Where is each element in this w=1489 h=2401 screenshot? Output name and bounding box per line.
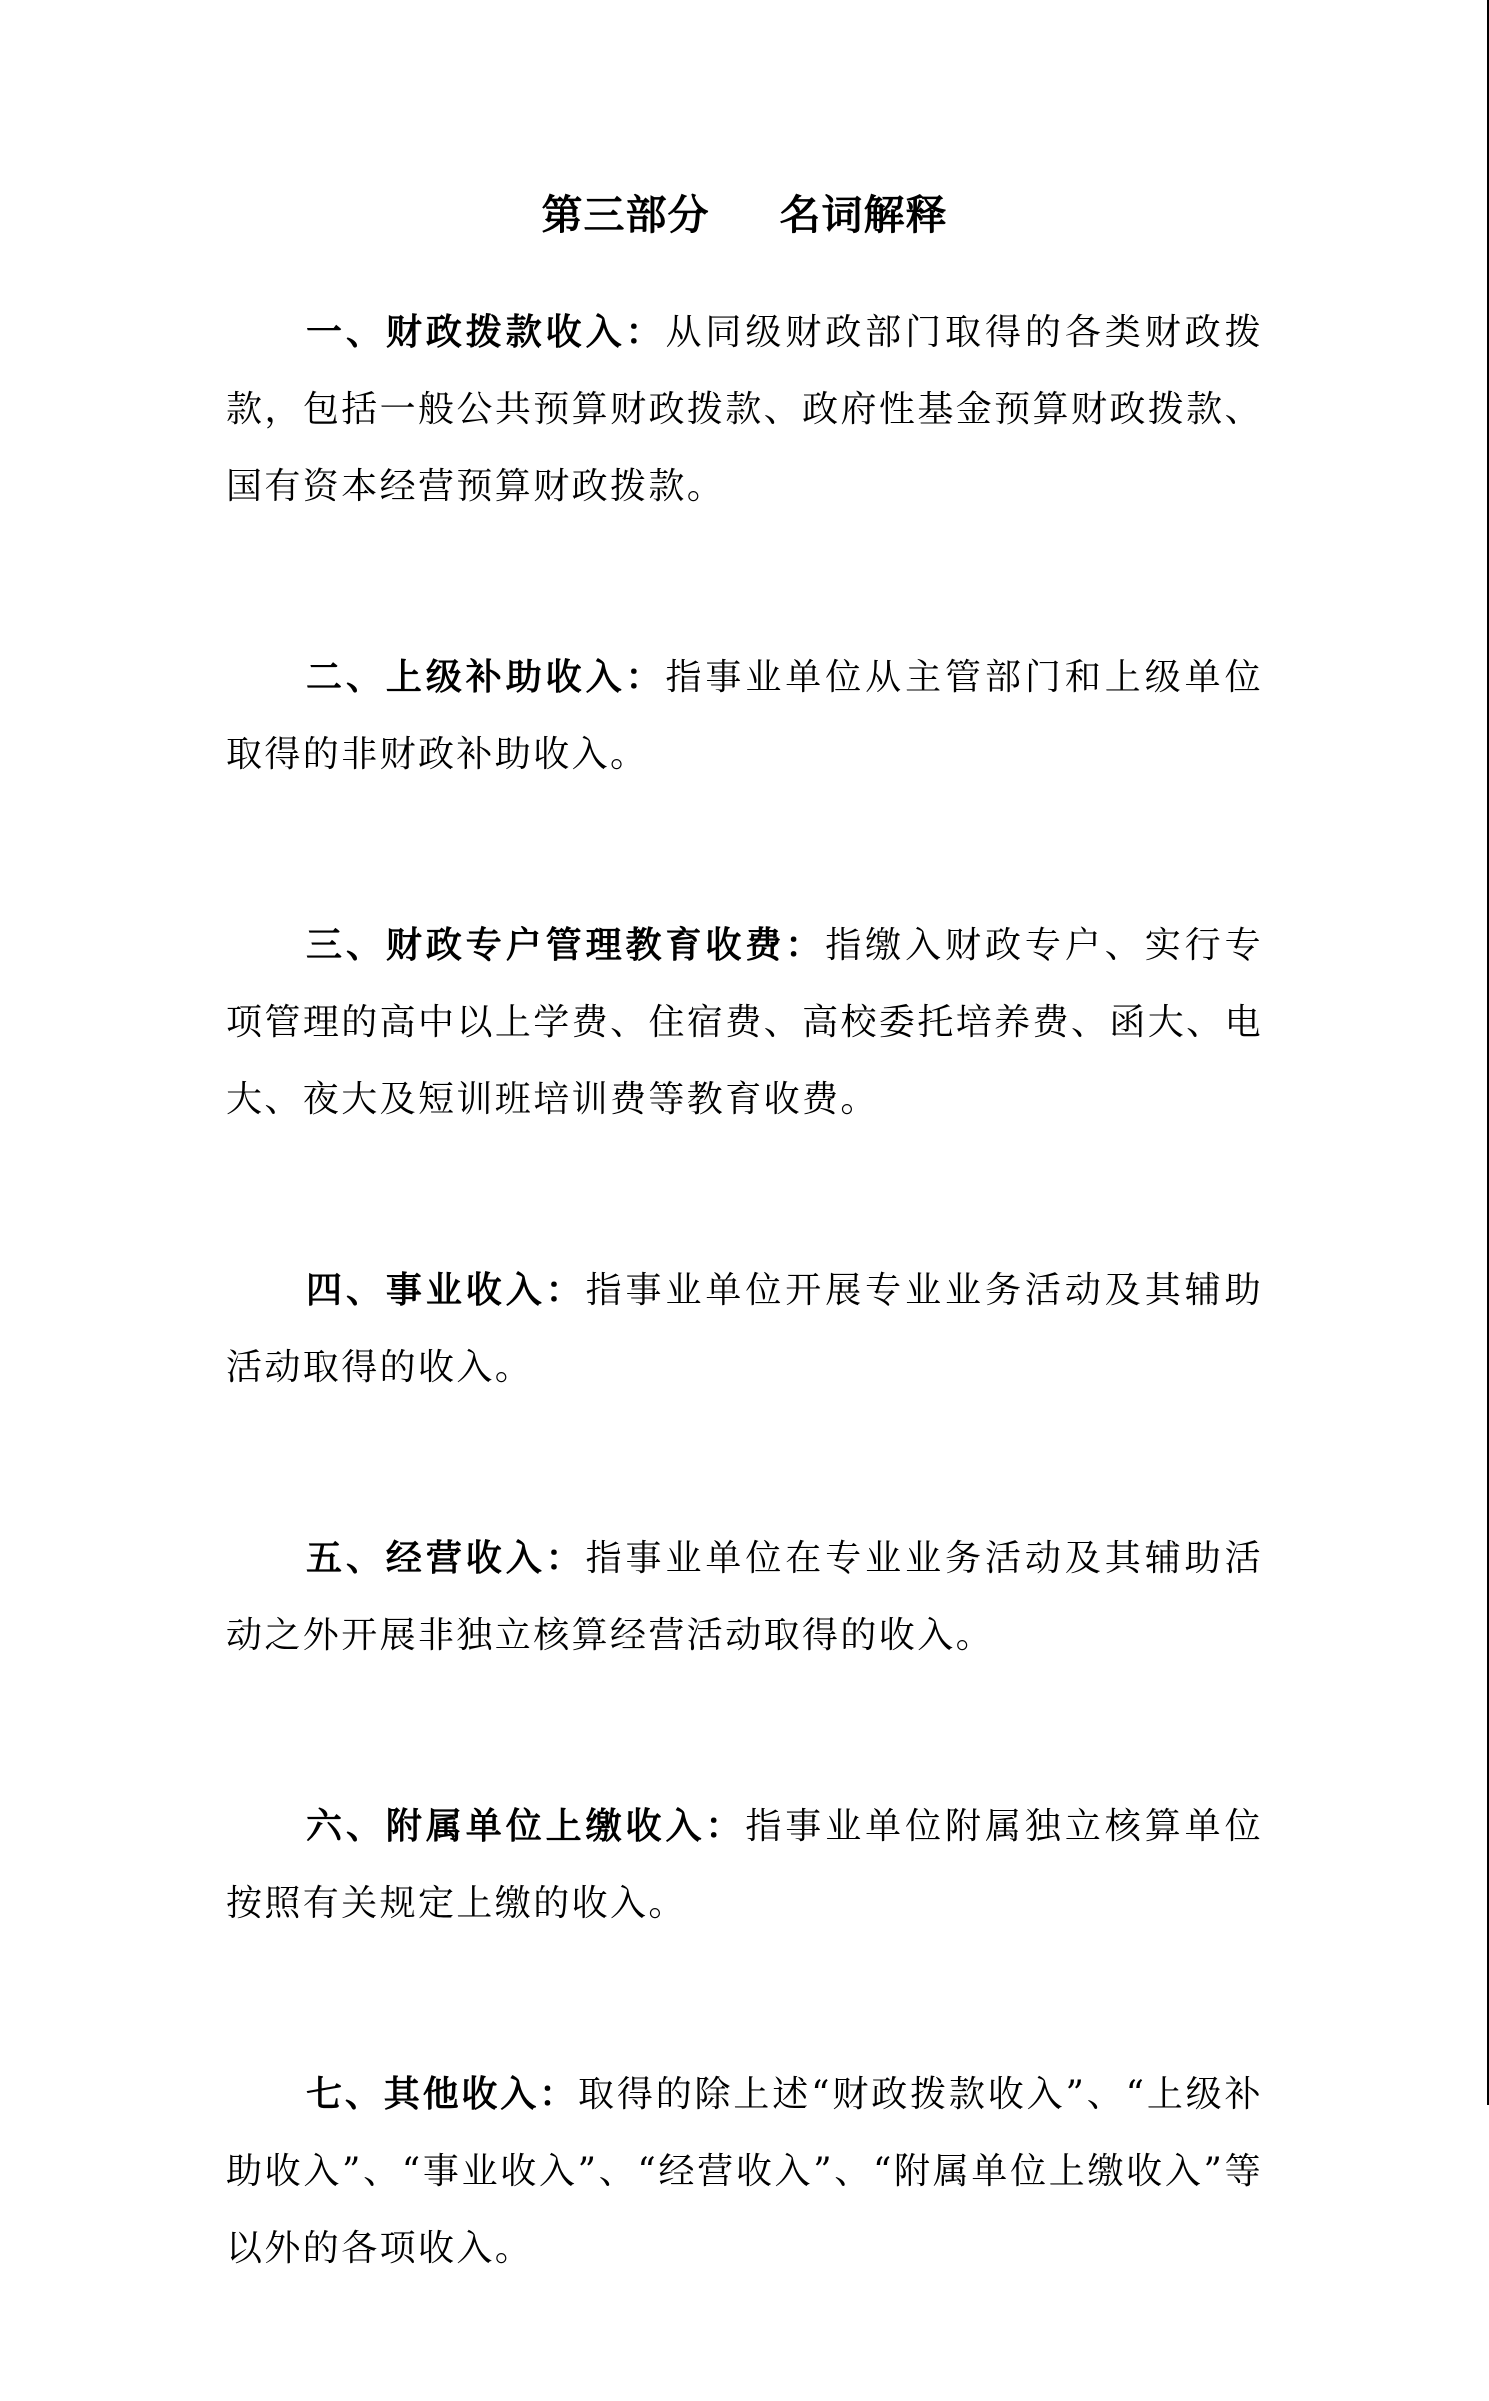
definition-text: 指事业单位开展专业业务活动及其辅助活动取得的收入。	[226, 1270, 1263, 1388]
definition-education-fees	[226, 907, 1263, 1138]
definition-term: 四、事业收入：	[306, 1269, 586, 1311]
page-title-part: 第三部分	[541, 191, 710, 239]
definition-term: 七、其他收入：	[306, 2073, 578, 2115]
page-title	[0, 178, 1489, 252]
definition-text: 指事业单位附属独立核算单位按照有关规定上缴的收入。	[226, 1806, 1263, 1924]
definition-text: 指事业单位在专业业务活动及其辅助活动之外开展非独立核算经营活动取得的收入。	[226, 1538, 1263, 1656]
definition-text: 指缴入财政专户、实行专项管理的高中以上学费、住宿费、高校委托培养费、函大、电大、夜大及短训班培训费等教育收费。	[226, 925, 1264, 1120]
definition-text: 指事业单位从主管部门和上级单位取得的非财政补助收入。	[226, 657, 1263, 775]
definition-other-income	[226, 2056, 1263, 2287]
page-title-heading: 名词解释	[779, 191, 948, 239]
definition-term: 一、财政拨款收入：	[306, 311, 666, 353]
definition-text: 从同级财政部门取得的各类财政拨款，包括一般公共预算财政拨款、政府性基金预算财政拨款、国有资本经营预算财政拨款。	[226, 312, 1263, 507]
definition-superior-subsidy	[226, 639, 1263, 793]
definitions-list	[226, 294, 1263, 2401]
definition-affiliated-unit-income	[226, 1788, 1263, 1942]
definition-text: 取得的除上述“财政拨款收入”、“上级补助收入”、“事业收入”、“经营收入”、“附属单位上缴收入”等以外的各项收入。	[226, 2074, 1263, 2269]
definition-term: 二、上级补助收入：	[306, 656, 666, 698]
definition-operating-income	[226, 1520, 1263, 1674]
definition-term: 三、财政专户管理教育收费：	[306, 924, 826, 966]
definition-business-income	[226, 1252, 1263, 1406]
definition-term: 五、经营收入：	[306, 1537, 586, 1579]
definition-term: 六、附属单位上缴收入：	[306, 1805, 746, 1847]
definition-financial-appropriation	[226, 294, 1263, 525]
